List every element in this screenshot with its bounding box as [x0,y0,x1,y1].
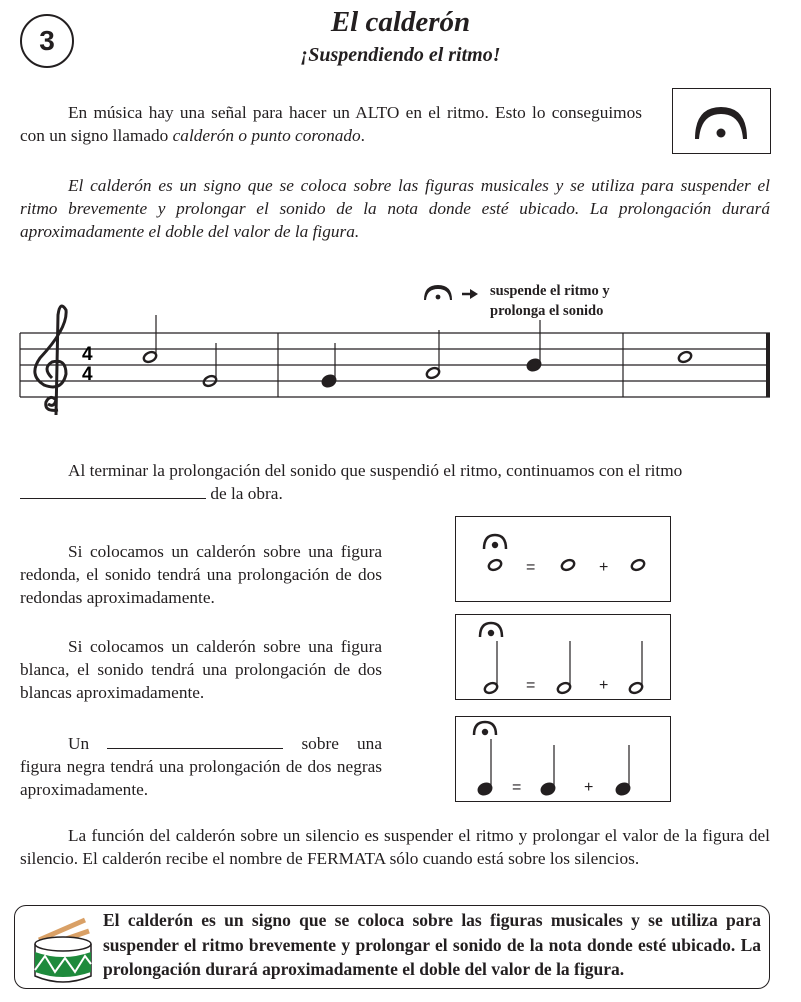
example-box-quarter: = + [455,716,671,802]
example-text-whole: Si colocamos un calderón sobre una figura redonda, el sonido tendrá una prolongación de dos redondas aproximadamente. [20,542,382,607]
whole-note [677,350,693,364]
fermata-paragraph: La función del calderón sobre un silencio es suspender el ritmo y prolongar el valor de la figura del silencio. El calderón recibe el nombre de FERMATA sólo cuando está sobre los silencios. [20,826,770,868]
fermata-icon [424,285,452,300]
definition-paragraph: El calderón es un signo que se coloca sobre las figuras musicales y se utiliza para suspender el ritmo brevemente y prolongar el sonido de la nota donde esté ubicado. La prolongación durará aproximadamente el doble del valor de la figura. [20,176,770,241]
answer-blank[interactable] [20,482,206,499]
page-title: El calderón [330,6,471,38]
example-box-whole: = + [455,516,671,602]
time-signature-top: 4 [82,344,93,365]
treble-clef-icon [35,306,66,415]
page-subtitle: ¡Suspendiendo el ritmo! [300,44,501,66]
fermata-symbol-box [672,88,771,154]
answer-blank[interactable] [107,732,283,749]
drum-icon [29,914,99,984]
time-signature-bottom: 4 [82,364,93,385]
example-text-quarter: Un sobre una figura negra tendrá una prolongación de dos negras aproximadamente. [20,734,382,799]
fermata-icon [673,89,770,153]
notes [142,315,693,388]
music-staff [0,270,801,420]
continue-paragraph: Al terminar la prolongación del sonido que suspendió el ritmo, continuamos con el ritmo de la obra. [20,459,770,505]
lesson-number: 3 [20,14,74,68]
summary-text: El calderón es un signo que se coloca sobre las figuras musicales y se utiliza para suspender el ritmo brevemente y prolongar el sonido de la nota donde esté ubicado. La prolongación durará aproximadamente el doble del valor de la figura. [103,910,761,979]
summary-box [14,905,770,989]
arrow-right-icon [462,289,478,299]
example-box-half: = + [455,614,671,700]
example-text-half: Si colocamos un calderón sobre una figura blanca, el sonido tendrá una prolongación de dos blancas aproximadamente. [20,637,382,702]
fermata-annotation: suspende el ritmo y prolonga el sonido [490,283,610,319]
intro-paragraph: En música hay una señal para hacer un ALTO en el ritmo. Esto lo conseguimos con un signo llamado calderón o punto coronado. [20,103,642,145]
